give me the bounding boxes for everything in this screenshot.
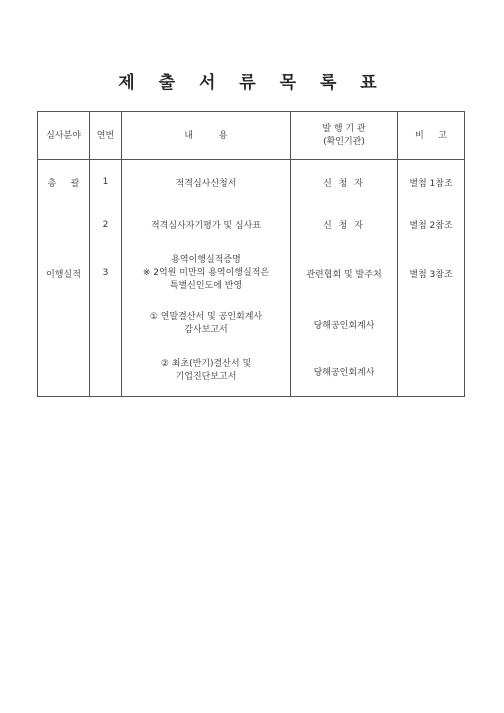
- field-label: 총 괄: [47, 178, 80, 189]
- cell-field: [38, 302, 90, 347]
- header-no: 연번: [90, 112, 122, 160]
- content-line: 감사보고서: [184, 325, 228, 335]
- page-title: 제 출 서 류 목 록 표: [118, 73, 386, 93]
- table-row: [38, 302, 465, 347]
- cell-field: [38, 347, 90, 397]
- header-issuer-line1: 발 행 기 관: [322, 123, 366, 134]
- header-remarks: [398, 112, 465, 160]
- content-line: 특별신인도에 반영: [169, 280, 243, 291]
- content-line: 용역이행실적증명: [171, 254, 241, 265]
- header-content: [122, 112, 291, 160]
- content-line: ② 최초(반기)결산서 및: [160, 359, 252, 370]
- cell-content: 적격심사신청서: [122, 160, 291, 205]
- cell-remarks: [398, 302, 465, 347]
- header-remarks-label: 비 고: [415, 130, 447, 141]
- header-issuer-line2: (확인기관): [323, 136, 365, 147]
- cell-issuer: 신 청 자: [291, 205, 398, 245]
- header-content-label: 내 용: [184, 130, 228, 141]
- table-header-row: [38, 112, 465, 160]
- cell-content: [122, 302, 291, 347]
- cell-remarks: 별첨 3참조: [398, 245, 465, 302]
- cell-remarks: 별첨 1참조: [398, 160, 465, 205]
- cell-issuer: 관련협회 및 발주처: [291, 245, 398, 302]
- cell-issuer: 당해공인회계사: [291, 302, 398, 347]
- cell-issuer: 당해공인회계사: [291, 347, 398, 397]
- cell-content: [122, 245, 291, 302]
- header-field: 심사분야: [38, 112, 90, 160]
- cell-content: 적격심사자기평가 및 심사표: [122, 205, 291, 245]
- table-row: [38, 347, 465, 397]
- cell-content: [122, 347, 291, 397]
- cell-no: 2: [90, 205, 122, 245]
- cell-no: [90, 302, 122, 347]
- content-line: ※ 2억원 미만의 용역이행실적은: [142, 267, 270, 278]
- header-issuer: [291, 112, 398, 160]
- cell-field: [38, 205, 90, 245]
- content-line: ① 연말결산서 및 공인회계사: [149, 312, 263, 322]
- cell-no: 3: [90, 245, 122, 302]
- document-list-table: [37, 111, 465, 397]
- cell-no: 1: [90, 160, 122, 205]
- table-row: [38, 160, 465, 205]
- cell-issuer: 신 청 자: [291, 160, 398, 205]
- cell-no: [90, 347, 122, 397]
- cell-remarks: 별첨 2참조: [398, 205, 465, 245]
- table-row: [38, 245, 465, 302]
- cell-field: 이행실적: [38, 245, 90, 302]
- table-row: [38, 205, 465, 245]
- cell-field: [38, 160, 90, 205]
- cell-remarks: [398, 347, 465, 397]
- content-line: 기업진단보고서: [175, 372, 237, 383]
